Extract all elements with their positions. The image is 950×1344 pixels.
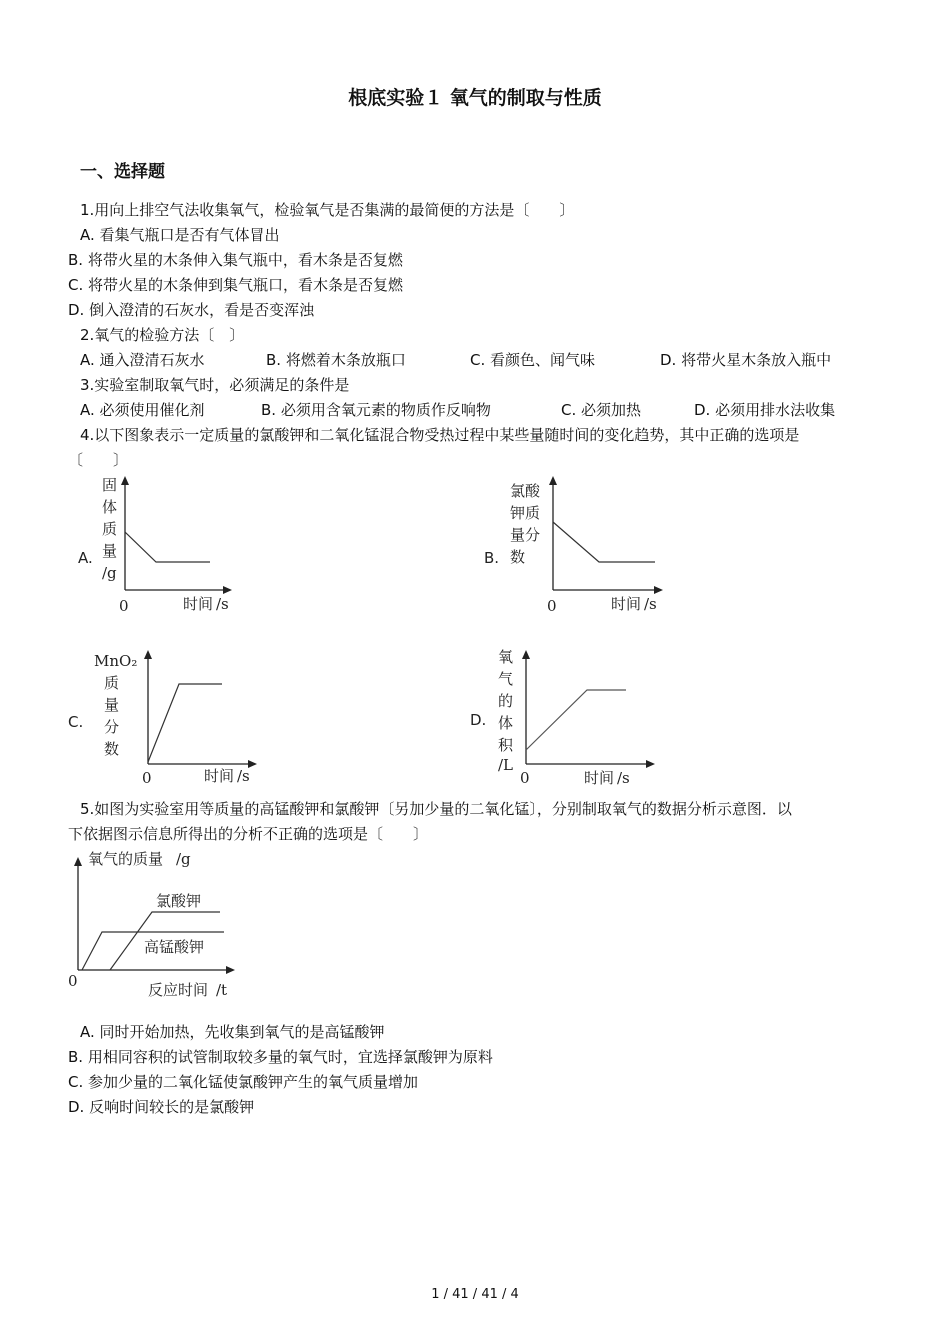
graph-d-x-arrow (646, 760, 655, 768)
q5-graph-x-arrow (226, 966, 235, 974)
q5-graph-xlabel: 反应时间 (148, 981, 209, 999)
graph-d-ylabel-4: 体 (498, 714, 514, 732)
graph-d-ylabel-2: 气 (498, 670, 514, 688)
question-2-stem: 2.氧气的检验方法〔 〕 (80, 326, 245, 344)
question-5-graph (62, 844, 262, 1004)
graph-a-yunit: /g (102, 564, 117, 582)
graph-b-origin: 0 (547, 597, 557, 615)
graph-b-ylabel-2: 钾质 (510, 504, 541, 522)
question-5-option-c: C. 参加少量的二氧化锰使氯酸钾产生的氧气质量增加 (68, 1073, 419, 1091)
q5-graph-ylabel: 氧气的质量 (88, 850, 164, 868)
graph-b-curve (553, 522, 655, 562)
graph-c (62, 642, 262, 792)
question-3-option-d: D. 必须用排水法收集 (694, 401, 836, 419)
graph-a-origin: 0 (119, 597, 129, 615)
q5-series-label-chlorate: 氯酸钾 (156, 892, 202, 910)
question-1-option-b: B. 将带火星的木条伸入集气瓶中，看木条是否复燃 (68, 251, 403, 269)
graph-c-ylabel-3: 分 (104, 718, 120, 736)
graph-b-ylabel-4: 数 (510, 548, 526, 566)
graph-c-ytop: MnO₂ (94, 652, 138, 670)
graph-a-x-arrow (223, 586, 232, 594)
q5-graph-y-arrow (74, 857, 82, 866)
graph-c-ylabel-2: 量 (104, 696, 120, 714)
graph-a-xlabel: 时间 (183, 595, 214, 613)
page-title: 根底实验１ 氧气的制取与性质 (348, 87, 602, 109)
graph-d-xlabel: 时间 (584, 769, 615, 787)
graph-b (478, 470, 668, 620)
graph-a-ylabel-2: 体 (102, 498, 118, 516)
question-1-option-d: D. 倒入澄清的石灰水，看是否变浑浊 (68, 301, 315, 319)
graph-c-xunit: /s (237, 767, 250, 785)
question-2-option-b: B. 将燃着木条放瓶口 (266, 351, 406, 369)
graph-b-y-arrow (549, 476, 557, 485)
graph-d-ylabel-3: 的 (498, 692, 514, 710)
page-footer: 1 / 41 / 41 / 4 (431, 1287, 519, 1302)
graph-d-origin: 0 (520, 769, 530, 787)
question-4-stem-cont: 〔 〕 (68, 451, 129, 469)
graph-d (466, 642, 666, 792)
question-5-option-b: B. 用相同容积的试管制取较多量的氧气时，宜选择氯酸钾为原料 (68, 1048, 493, 1066)
q5-graph-origin: 0 (68, 972, 78, 990)
question-3-stem: 3.实验室制取氧气时，必须满足的条件是 (80, 376, 350, 394)
graph-d-yunit: /L (498, 756, 514, 774)
graph-b-x-arrow (654, 586, 663, 594)
question-5-stem: 5.如图为实验室用等质量的高锰酸钾和氯酸钾〔另加少量的二氧化锰〕，分别制取氧气的数据分析示意图．以 (80, 800, 792, 818)
graph-c-y-arrow (144, 650, 152, 659)
graph-c-curve (148, 684, 222, 762)
graph-a-ylabel-1: 固 (102, 476, 118, 494)
question-5-option-a: A. 同时开始加热，先收集到氧气的是高锰酸钾 (80, 1023, 385, 1041)
question-2-option-a: A. 通入澄清石灰水 (80, 351, 205, 369)
graph-c-xlabel: 时间 (204, 767, 235, 785)
graph-a-y-arrow (121, 476, 129, 485)
question-1-option-a: A. 看集气瓶口是否有气体冒出 (80, 226, 280, 244)
q5-series-label-permanganate: 高锰酸钾 (144, 938, 205, 956)
graph-c-label: C. (68, 713, 84, 731)
question-5-option-d: D. 反响时间较长的是氯酸钾 (68, 1098, 255, 1116)
graph-b-xlabel: 时间 (611, 595, 642, 613)
graph-a-curve (125, 532, 210, 562)
graph-a-ylabel-3: 质 (102, 520, 118, 538)
question-2-option-c: C. 看颜色、闻气味 (470, 351, 596, 369)
graph-c-ylabel-4: 数 (104, 740, 120, 758)
question-3-option-c: C. 必须加热 (561, 401, 642, 419)
graph-a-label: A. (78, 549, 93, 567)
graph-d-xunit: /s (617, 769, 630, 787)
graph-d-ylabel-5: 积 (498, 736, 514, 754)
graph-d-y-arrow (522, 650, 530, 659)
graph-d-label: D. (470, 711, 487, 729)
question-1-option-c: C. 将带火星的木条伸到集气瓶口，看木条是否复燃 (68, 276, 404, 294)
graph-d-curve (526, 690, 626, 750)
question-3-option-a: A. 必须使用催化剂 (80, 401, 205, 419)
graph-a (70, 470, 250, 620)
question-4-stem: 4.以下图象表示一定质量的氯酸钾和二氧化锰混合物受热过程中某些量随时间的变化趋势，其中正确的选项是 (80, 426, 800, 444)
graph-c-ylabel-1: 质 (104, 674, 120, 692)
graph-d-ylabel-1: 氧 (498, 648, 514, 666)
graph-b-label: B. (484, 549, 500, 567)
question-1-stem: 1.用向上排空气法收集氧气，检验氧气是否集满的最简便的方法是〔 〕 (80, 201, 575, 219)
graph-b-xunit: /s (644, 595, 657, 613)
question-5-stem-cont: 下依据图示信息所得出的分析不正确的选项是〔 〕 (68, 825, 429, 843)
question-2-option-d: D. 将带火星木条放入瓶中 (660, 351, 832, 369)
graph-b-ylabel-3: 量分 (510, 526, 541, 544)
graph-a-ylabel-4: 量 (102, 542, 118, 560)
q5-graph-xunit: /t (216, 981, 228, 999)
q5-graph-yunit: /g (176, 850, 191, 868)
section-heading: 一、选择题 (80, 162, 165, 182)
graph-a-xunit: /s (216, 595, 229, 613)
graph-b-ylabel-1: 氯酸 (510, 482, 541, 500)
question-3-option-b: B. 必须用含氧元素的物质作反响物 (261, 401, 491, 419)
graph-c-origin: 0 (142, 769, 152, 787)
